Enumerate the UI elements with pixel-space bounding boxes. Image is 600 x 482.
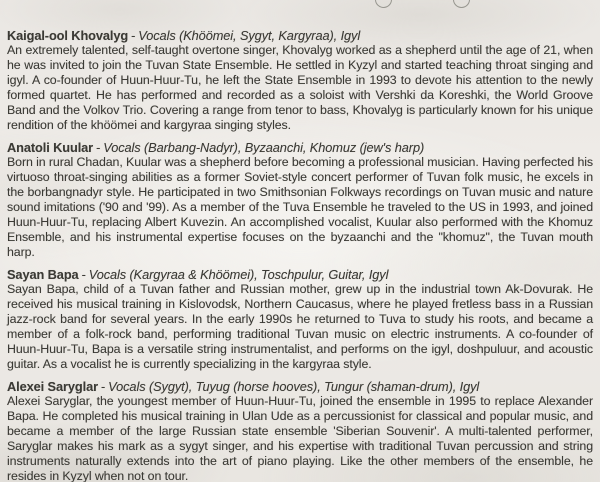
member-heading xyxy=(7,379,593,394)
heading-separator: - xyxy=(131,28,136,43)
member-name: Alexei Saryglar xyxy=(7,379,98,394)
member-section-kuular xyxy=(7,140,593,260)
heading-separator: - xyxy=(81,267,86,282)
member-heading xyxy=(7,267,593,282)
member-heading xyxy=(7,28,593,43)
member-name: Anatoli Kuular xyxy=(7,140,94,155)
member-roles: Vocals (Khöömei, Sygyt, Kargyraa), Igyl xyxy=(138,28,361,43)
decorative-ring-icon xyxy=(453,0,470,8)
heading-separator: - xyxy=(100,379,106,394)
decorative-ring-icon xyxy=(375,0,392,8)
member-name: Kaigal-ool Khovalyg xyxy=(7,28,129,43)
member-bio: Alexei Saryglar, the youngest member of Huun-Huur-Tu, joined the ensemble in 1995 to replace Alexander Bapa. He completed his musical training in Ulan Ude as a percussionist for classical and popular music, and became a member of the large Russian state ensemble 'Siberian Souvenir'. A multi-talented performer, Saryglar makes his mark as a sygyt singer, and his expertise with traditional Tuvan percussion and string instruments naturally extends into the art of piano playing. Like the other members of the ensemble, he resides in Kyzyl when not on tour. xyxy=(7,394,593,482)
member-bio: An extremely talented, self-taught overtone singer, Khovalyg worked as a shepherd until the age of 21, when he was invited to join the Tuvan State Ensemble. He settled in Kyzyl and started teaching throat singing and igyl. A co-founder of Huun-Huur-Tu, he left the State Ensemble in 1993 to devote his attention to the newly formed quartet. He has performed and recorded as a soloist with Vershki da Koreshki, the World Groove Band and the Volkov Trio. Covering a range from tenor to bass, Khovalyg is particularly known for his unique rendition of the khöömei and kargyraa singing styles. xyxy=(7,43,593,132)
member-name: Sayan Bapa xyxy=(7,267,79,282)
member-section-khovalyg xyxy=(7,28,593,133)
heading-separator: - xyxy=(96,140,101,155)
member-roles: Vocals (Barbang-Nadyr), Byzaanchi, Khomuz (jew's harp) xyxy=(103,140,425,155)
member-bio: Born in rural Chadan, Kuular was a shepherd before becoming a professional musician. Having perfected his virtuoso throat-singing abilities as a former Soviet-style concert performer of Tuvan folk music, he excels in the borbangnadyr style. He participated in two Smithsonian Folkways recordings on Tuvan music and nature sound imitations ('90 and '99). As a member of the Tuva Ensemble he traveled to the US in 1993, and joined Huun-Huur-Tu, replacing Albert Kuvezin. An accomplished vocalist, Kuular also performed with the Khomuz Ensemble, and his instrumental expertise focuses on the byzaanchi and the "khomuz", the Tuvan mouth harp. xyxy=(7,155,593,259)
member-roles: Vocals (Kargyraa & Khöömei), Toschpulur, Guitar, Igyl xyxy=(88,267,389,282)
member-section-bapa xyxy=(7,267,593,372)
member-roles: Vocals (Sygyt), Tuyug (horse hooves), Tungur (shaman-drum), Igyl xyxy=(108,379,480,394)
member-bio: Sayan Bapa, child of a Tuvan father and Russian mother, grew up in the industrial town Ak-Dovurak. He received his musical training in Kislovodsk, Northern Caucasus, where he played fretless bass in a Russian jazz-rock band for several years. In the early 1990s he returned to Tuva to study his roots, and became a member of a folk-rock band, performing traditional Tuvan music on electric instruments. A co-founder of Huun-Huur-Tu, Bapa is a versatile string instrumentalist, and performs on the igyl, doshpuluur, and acoustic guitar. As a vocalist he is currently specializing in the kargyraa style. xyxy=(7,282,593,371)
liner-notes-page xyxy=(7,28,593,482)
member-section-saryglar xyxy=(7,379,593,482)
member-heading xyxy=(7,140,593,155)
